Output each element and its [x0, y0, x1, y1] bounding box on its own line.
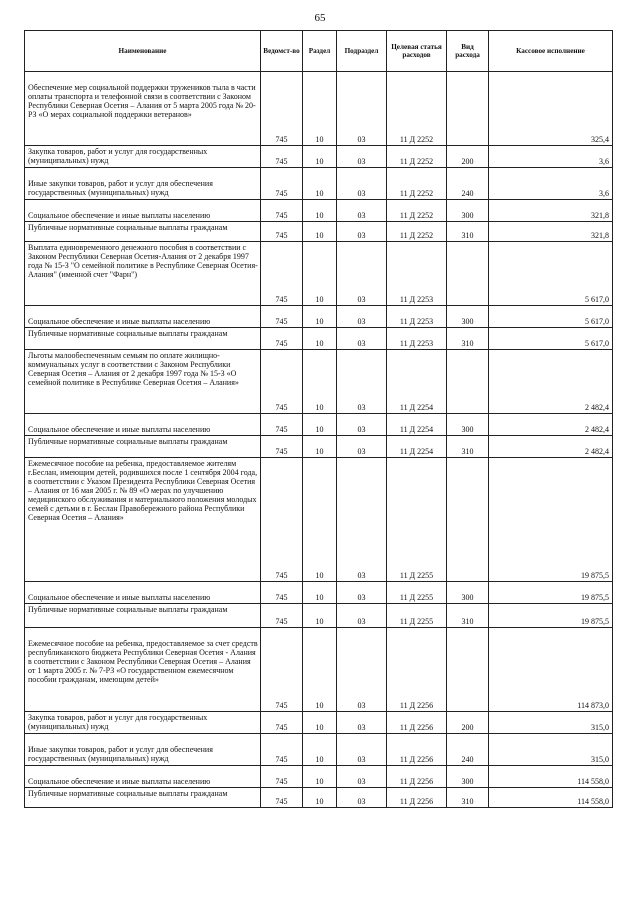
row-name-cell [25, 436, 261, 458]
row-name: Публичные нормативные социальные выплаты гражданам [28, 223, 228, 232]
table-body [25, 72, 613, 808]
row-section: 10 [303, 712, 337, 734]
row-amount: 114 558,0 [489, 766, 613, 788]
row-section: 10 [303, 72, 337, 146]
row-subsection: 03 [337, 350, 387, 414]
row-name: Иные закупки товаров, работ и услуг для обеспечения государственных (муниципальных) нужд [28, 745, 213, 763]
table-row [25, 734, 613, 766]
row-exp-type [447, 458, 489, 582]
row-subsection: 03 [337, 436, 387, 458]
row-amount: 325,4 [489, 72, 613, 146]
row-name: Социальное обеспечение и иные выплаты населению [28, 317, 211, 326]
header-section: Раздел [303, 31, 337, 72]
row-amount: 2 482,4 [489, 436, 613, 458]
row-subsection: 03 [337, 712, 387, 734]
row-exp-type: 240 [447, 734, 489, 766]
row-exp-type: 200 [447, 712, 489, 734]
row-exp-type: 310 [447, 436, 489, 458]
row-section: 10 [303, 458, 337, 582]
row-exp-type: 300 [447, 200, 489, 222]
row-subsection: 03 [337, 458, 387, 582]
row-dept: 745 [261, 414, 303, 436]
row-exp-type: 310 [447, 222, 489, 242]
row-exp-type: 300 [447, 582, 489, 604]
row-subsection: 03 [337, 222, 387, 242]
row-exp-type [447, 628, 489, 712]
row-name: Социальное обеспечение и иные выплаты населению [28, 593, 211, 602]
row-target: 11 Д 2255 [387, 458, 447, 582]
row-dept: 745 [261, 766, 303, 788]
row-amount: 2 482,4 [489, 350, 613, 414]
row-target: 11 Д 2252 [387, 222, 447, 242]
row-dept: 745 [261, 734, 303, 766]
row-dept: 745 [261, 146, 303, 168]
header-exp-type: Вид расхода [447, 31, 489, 72]
row-name-cell [25, 72, 261, 146]
row-name-cell [25, 328, 261, 350]
row-subsection: 03 [337, 414, 387, 436]
row-section: 10 [303, 582, 337, 604]
row-amount: 315,0 [489, 712, 613, 734]
row-name: Закупка товаров, работ и услуг для государственных (муниципальных) нужд [28, 147, 208, 165]
row-subsection: 03 [337, 766, 387, 788]
row-dept: 745 [261, 582, 303, 604]
row-subsection: 03 [337, 328, 387, 350]
row-dept: 745 [261, 328, 303, 350]
row-target: 11 Д 2253 [387, 306, 447, 328]
row-name-cell [25, 168, 261, 200]
row-amount: 19 875,5 [489, 458, 613, 582]
row-name: Ежемесячное пособие на ребенка, предоставляемое жителям г.Беслан, имеющим детей, родившихся после 1 сентября 2004 года, в соответствии с Указом Президента Республики Северная Осетия – Алания от 16 мая 2005 г. № 89 «О мерах по улучшению медицинского обслуживания и материального положения молодых семей с детьми в г. Беслан Правобережного района Республики Северная Осетия – Алания» [28, 459, 258, 522]
row-exp-type [447, 242, 489, 306]
row-name: Выплата единовременного денежного пособия в соответствии с Законом Республики Северная Осетия-Алания от 2 декабря 1997 года № 15-З "О семейной политике в Республике Северная Осетия-Алания" (именной счет "Фарн") [28, 243, 258, 279]
row-target: 11 Д 2254 [387, 414, 447, 436]
row-subsection: 03 [337, 242, 387, 306]
table-row [25, 436, 613, 458]
table-row [25, 414, 613, 436]
row-name: Иные закупки товаров, работ и услуг для обеспечения государственных (муниципальных) нужд [28, 179, 213, 197]
row-target: 11 Д 2256 [387, 788, 447, 808]
row-amount: 3,6 [489, 146, 613, 168]
table-row [25, 222, 613, 242]
row-dept: 745 [261, 788, 303, 808]
header-subsection: Подраздел [337, 31, 387, 72]
row-dept: 745 [261, 604, 303, 628]
row-name-cell [25, 414, 261, 436]
row-name-cell [25, 712, 261, 734]
row-section: 10 [303, 766, 337, 788]
row-section: 10 [303, 734, 337, 766]
row-name-cell [25, 766, 261, 788]
table-row [25, 766, 613, 788]
row-section: 10 [303, 168, 337, 200]
row-section: 10 [303, 628, 337, 712]
row-subsection: 03 [337, 200, 387, 222]
table-row [25, 712, 613, 734]
row-name-cell [25, 242, 261, 306]
row-exp-type: 300 [447, 766, 489, 788]
row-name-cell [25, 222, 261, 242]
row-target: 11 Д 2253 [387, 242, 447, 306]
row-subsection: 03 [337, 306, 387, 328]
row-subsection: 03 [337, 628, 387, 712]
row-target: 11 Д 2255 [387, 604, 447, 628]
table-row [25, 146, 613, 168]
row-section: 10 [303, 436, 337, 458]
row-section: 10 [303, 414, 337, 436]
row-dept: 745 [261, 628, 303, 712]
header-cash: Кассовое исполнение [489, 31, 613, 72]
row-target: 11 Д 2256 [387, 628, 447, 712]
page-number: 65 [314, 12, 326, 24]
row-name-cell [25, 628, 261, 712]
row-name: Публичные нормативные социальные выплаты гражданам [28, 437, 228, 446]
header-name: Наименование [25, 31, 261, 72]
row-section: 10 [303, 200, 337, 222]
row-section: 10 [303, 350, 337, 414]
row-section: 10 [303, 788, 337, 808]
budget-table [24, 30, 613, 808]
table-row [25, 604, 613, 628]
row-exp-type: 310 [447, 604, 489, 628]
row-name: Ежемесячное пособие на ребенка, предоставляемое за счет средств республиканского бюджета Республики Северная Осетия - Алания в соответствии с Законом Республики Северная Осетия – Алания от 1 марта 2005 г. № 7-РЗ «О государственном ежемесячном пособии гражданам, имеющим детей» [28, 639, 258, 684]
row-amount: 19 875,5 [489, 604, 613, 628]
row-name: Обеспечение мер социальной поддержки тружеников тыла в части оплаты транспорта и телефонной связи в соответствии с Законом Республики Северная Осетия – Алания от 5 марта 2005 года № 20-РЗ «О мерах социальной поддержки ветеранов» [28, 83, 256, 119]
table-row [25, 168, 613, 200]
row-exp-type: 200 [447, 146, 489, 168]
row-dept: 745 [261, 712, 303, 734]
row-subsection: 03 [337, 146, 387, 168]
row-name-cell [25, 604, 261, 628]
row-amount: 5 617,0 [489, 242, 613, 306]
row-target: 11 Д 2252 [387, 72, 447, 146]
row-section: 10 [303, 328, 337, 350]
row-name: Социальное обеспечение и иные выплаты населению [28, 211, 211, 220]
row-dept: 745 [261, 200, 303, 222]
table-row [25, 458, 613, 582]
row-section: 10 [303, 242, 337, 306]
row-amount: 321,8 [489, 200, 613, 222]
row-amount: 114 873,0 [489, 628, 613, 712]
row-amount: 5 617,0 [489, 328, 613, 350]
table-row [25, 200, 613, 222]
row-subsection: 03 [337, 72, 387, 146]
row-target: 11 Д 2256 [387, 734, 447, 766]
row-dept: 745 [261, 458, 303, 582]
row-name: Публичные нормативные социальные выплаты гражданам [28, 605, 228, 614]
table-row [25, 242, 613, 306]
row-name: Льготы малообеспеченным семьям по оплате жилищно-коммунальных услуг в соответствии с Законом Республики Северная Осетия – Алания от 2 декабря 1997 года № 15-З «О семейной политике в Республике Северная Осетия – Алания» [28, 351, 239, 387]
row-name-cell [25, 734, 261, 766]
row-name: Социальное обеспечение и иные выплаты населению [28, 425, 211, 434]
row-name-cell [25, 350, 261, 414]
row-target: 11 Д 2252 [387, 146, 447, 168]
row-section: 10 [303, 306, 337, 328]
row-target: 11 Д 2253 [387, 328, 447, 350]
row-name: Закупка товаров, работ и услуг для государственных (муниципальных) нужд [28, 713, 208, 731]
row-exp-type: 310 [447, 328, 489, 350]
row-name-cell [25, 306, 261, 328]
row-dept: 745 [261, 436, 303, 458]
row-dept: 745 [261, 306, 303, 328]
row-section: 10 [303, 604, 337, 628]
row-name: Публичные нормативные социальные выплаты гражданам [28, 789, 228, 798]
row-target: 11 Д 2252 [387, 200, 447, 222]
row-amount: 3,6 [489, 168, 613, 200]
row-amount: 19 875,5 [489, 582, 613, 604]
row-dept: 745 [261, 72, 303, 146]
row-amount: 114 558,0 [489, 788, 613, 808]
row-target: 11 Д 2254 [387, 436, 447, 458]
row-name-cell [25, 458, 261, 582]
table-row [25, 350, 613, 414]
table-row [25, 628, 613, 712]
row-dept: 745 [261, 222, 303, 242]
row-name-cell [25, 788, 261, 808]
row-target: 11 Д 2254 [387, 350, 447, 414]
row-exp-type [447, 72, 489, 146]
row-section: 10 [303, 222, 337, 242]
row-subsection: 03 [337, 734, 387, 766]
table-row [25, 328, 613, 350]
row-target: 11 Д 2252 [387, 168, 447, 200]
row-subsection: 03 [337, 788, 387, 808]
table-row [25, 306, 613, 328]
row-amount: 315,0 [489, 734, 613, 766]
row-subsection: 03 [337, 168, 387, 200]
row-exp-type [447, 350, 489, 414]
row-dept: 745 [261, 168, 303, 200]
header-dept: Ведомст-во [261, 31, 303, 72]
row-subsection: 03 [337, 604, 387, 628]
row-amount: 321,8 [489, 222, 613, 242]
row-exp-type: 300 [447, 306, 489, 328]
row-dept: 745 [261, 242, 303, 306]
row-target: 11 Д 2256 [387, 766, 447, 788]
row-name: Публичные нормативные социальные выплаты гражданам [28, 329, 228, 338]
row-name-cell [25, 582, 261, 604]
row-section: 10 [303, 146, 337, 168]
header-row [25, 31, 613, 72]
row-subsection: 03 [337, 582, 387, 604]
row-target: 11 Д 2256 [387, 712, 447, 734]
table-row [25, 582, 613, 604]
row-name-cell [25, 146, 261, 168]
row-name: Социальное обеспечение и иные выплаты населению [28, 777, 211, 786]
row-dept: 745 [261, 350, 303, 414]
row-exp-type: 240 [447, 168, 489, 200]
table-row [25, 788, 613, 808]
row-amount: 2 482,4 [489, 414, 613, 436]
row-exp-type: 300 [447, 414, 489, 436]
row-name-cell [25, 200, 261, 222]
header-target: Целевая статья расходов [387, 31, 447, 72]
row-target: 11 Д 2255 [387, 582, 447, 604]
table-row [25, 72, 613, 146]
row-amount: 5 617,0 [489, 306, 613, 328]
row-exp-type: 310 [447, 788, 489, 808]
